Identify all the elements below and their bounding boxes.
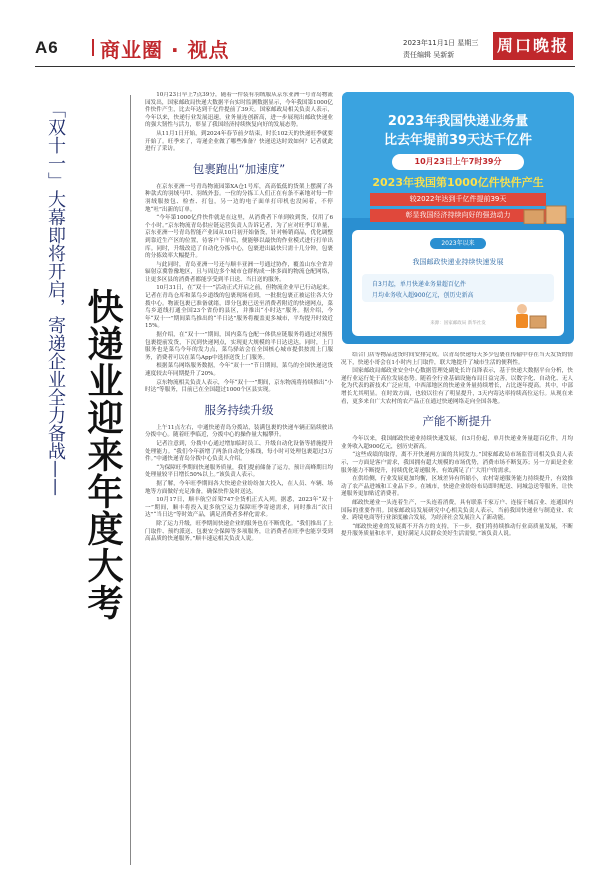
infographic-title: 2023年我国快递业务量 [387,114,529,129]
column-divider [130,95,131,865]
infographic-stats-box [352,230,564,336]
paragraph: 今年以来，我国邮政快递业持续快速发展，自3月份起，单月快递业务量超百亿件，月均业务收入超900亿元，创历史新高。 [341,436,573,450]
article-column-left [145,92,333,852]
paragraph: 10月31日，在“双十一”活动正式开启之前，但物流企业早已行动起来。记者在青岛仓库和菜鸟乡道线的包裹现场看到，一批批包裹正被运往各大分拨中心。物流包裹已准备就绪，即分包裹已送至消费者附近的快递网点，菜鸟乡道线打通全国23个省份的县区，并推出“小时达”服务。据介绍，今年“双十一”期间菜鸟推出的“半日达”服务将覆盖更多城市，平均提升时效近15%。 [145,285,333,330]
paragraph: 据了解，今年旺季期间各大快递企业纷纷加大投入，在人员、车辆、场地等方面做好充足准备，确保快件及时送达。 [145,480,333,495]
paragraph: 10月23日早上7点39分，随着一件装有羽绒服从京东亚洲一号青岛物流园发出，国家邮政局快递大数据平台实时监测数据显示，今年我国第1000亿件快件产生，比去年达到千亿件提前了39天。国家邮政局相关负责人表示，今年以来，快递行业发展迅速，业务量连创新高，进一步展现出邮政快递业的强大韧性与活力，彰显了我国经济持续恢复向好的发展态势。 [145,92,333,129]
courier-icon [502,302,552,332]
newspaper-logo: 周口晚报 [493,32,573,60]
section-title: 商业圈 · 视点 [100,38,230,62]
parcel-boxes-icon [522,202,570,224]
infographic-date-pill: 10月23日上午7时39分 [392,154,524,170]
paragraph: 京东物流相关负责人表示，今年“双十一”期间，京东物流将持续推出“小时达”等服务，目前已在全国超过1000个区县实现。 [145,379,333,394]
header-rule [35,66,575,67]
infographic-card [342,92,574,344]
infographic-strip: 较2022年达到千亿件提前39天 [370,193,546,206]
section-heading: 服务持续升级 [204,402,274,417]
page-number: A6 [35,38,59,57]
header-divider [92,39,94,56]
paragraph: 国家邮政局邮政业安全中心数据管理处副处长许良锋表示，基于快递大数据平台分析，快递行业运行处于高位发展态势。随着全行业基础设施布局日益完善，以数字化、自动化、无人化为代表的新技术广泛应用，中西部地区的快递业务量持续增长，占比逐年提高。其中，中部增长尤其明显。在时效方面，也较以往有了明显提升，3天内寄达率持续高位运行。从现在来看，更多来自广大农村的农产品正在通过快递网络走向全国各地。 [341,368,573,405]
paragraph: 10月17日，顺丰航空首架747全货机正式入列。据悉，2023年“双十一”期间，顺丰将投入更多航空运力保障旺季寄递需求，同时推出“次日达”“当日达”等时效产品，满足消费者多样化需求。 [145,497,333,519]
paragraph: 记者注意到，分拨中心通过增加临时员工、升级自动化设备等措施提升处理能力。“我们今年新增了两条自动化分拣线，每小时可处理包裹超过3万件。”中通快递青岛分拨中心负责人介绍。 [145,440,333,463]
paragraph: 与此同时，青岛亚洲一号还与顺丰亚洲一号通过协作，覆盖山东全省并辐射京冀鲁豫地区，且与周边多个城市仓群构成一体多面的物流仓配网络，让更多区县的消费者都能享受到半日送、当日送的服务。 [145,261,333,283]
stats-panel [362,274,554,302]
issue-date: 2023年11月1日 星期三 [403,39,479,47]
paragraph: 上午11点左右，中通快递青岛分拨站，装满包裹的快递车辆正陆续驶出分拨中心。随着旺季临近，分拨中心的操作量大幅攀升。 [145,424,333,439]
paragraph: 邮政快递业一头连着生产，一头连着消费，具有联系千家万户、连接千城百业、连通国内国际的重要作用。国家邮政局发展研究中心相关负责人表示，当前我国快递业与制造业、农业、跨境电商等行业深度融合发展，为经济社会发展注入了新动能。 [341,499,573,522]
main-headline: 快递业迎来年度大考 [82,288,123,621]
paragraph: 从11月1日开始，到2024年春节前夕结束，时长102天的快递旺季就要开始了。旺季来了，寄递企业做了哪些准备？快递送达时效如何？记者就此进行了采访。 [145,130,333,153]
infographic-strip: 彰显我国经济持续向好的强劲动力 [370,209,546,222]
stat-line: 月均业务收入超900亿元，创历史新高 [372,292,474,299]
infographic-highlight: 2023年我国第1000亿件快件产生 [372,176,544,189]
infographic-title: 比去年提前39天达千亿件 [383,133,533,148]
paragraph: 结合门店等物品送货时间安排完成。以青岛快递每天多少包裹在传输中存在当天发货的情况下，快递小哥会在1小时内上门取件，联大地提升了城市生活的便利性。 [341,352,573,366]
paragraph: 据介绍，在“双十一”期间，国内菜鸟仓配一体供应链服务将通过对预售包裹提前发货，下沉到快递网点，实现更大规模的半日达送达。同时，上门服务也是菜鸟今年的发力点，菜鸟驿站会在全国核心城市提供按需上门服务，消费者可以在菜鸟App中选择送货上门服务。 [145,332,333,361]
stats-tag: 2023年以来 [430,238,486,249]
paragraph: 在京东亚洲一号青岛物流园第XA仓1号库，高高低低的货架上摆满了各种款式的羽绒马甲、羽绒外套。一位的分拣工人们正在有条不紊地对每一件羽绒服按包、检查、打包，另一边的电子面单打印机也没闲着，不停地“吐”出新的订单。 [145,183,333,213]
editor-credit: 责任编辑 吴新新 [403,51,455,59]
paragraph: 在供给侧，行业发展更加均衡，区域差异有所缩小，农村寄递服务能力持续提升，有效推动了农产品进城和工业品下乡。在城市，快递企业纷纷布局即时配送、同城急送等服务，让快递服务更加贴近消费者。 [341,476,573,498]
sub-headline: 「双十一」大幕即将开启，寄递企业全力备战—— [45,100,66,496]
paragraph: 除了运力升级，旺季期间快递企业的服务也在不断优化。“我们推出了上门取件、预约派送、包裹安全保障等多项服务，让消费者在旺季也能享受到高品质的快递服务。”顺丰速运相关负责人说。 [145,520,333,543]
paragraph: “今年第1000亿件快件就是在这里，从消费者下单到收到货，仅用了6个小时。”京东物流青岛供应链运营负责人告诉记者，为了应对旺季订单量，京东亚洲一号青岛智能产业园从10月初开始备货，针对畅销商品，优化调整到靠近生产区的位置，待客户下单后，便能够以最快的作业模式进行打单出库。同时，升级改造了自动化分拣中心，包裹进出最快只需十几分钟，包裹的分拣效率大幅提升。 [145,215,333,260]
stats-caption: 我国邮政快递业持续快速发展 [412,258,504,266]
page-header [0,0,600,70]
stat-line: 自3月起，单月快递业务量超百亿件 [372,281,466,288]
paragraph: 根据菜鸟网络服务数据，今年“双十一”节日期间，菜鸟的全国快递送货速度较去年同期提升了20%。 [145,363,333,377]
paragraph: “邮政快递业的发展离不开各方的支持，下一步，我们将持续推动行业高质量发展，不断提升服务质量和水平，更好满足人民群众美好生活需要。”该负责人说。 [341,523,573,538]
paragraph: “为保障旺季期间快递服务质量，我们提前储备了运力，预计高峰期日均处理量较平日增长50%以上。”该负责人表示。 [145,464,333,479]
infographic-source: 来源：国家邮政局 新华社发 [430,321,486,326]
section-heading: 产能不断提升 [422,414,492,429]
article-column-right [341,352,573,852]
paragraph: “这些成绩的取得，离不开快递两方面的共同发力。”国家邮政局市场监管司相关负责人表示，一方面是客户需求，我国拥有超大规模的市场优势，消费市场不断复苏；另一方面是企业服务能力不断提升，持续优化寄递服务，有效满足了广大用户的需求。 [341,452,573,474]
section-heading: 包裹跑出“加速度” [192,161,286,176]
